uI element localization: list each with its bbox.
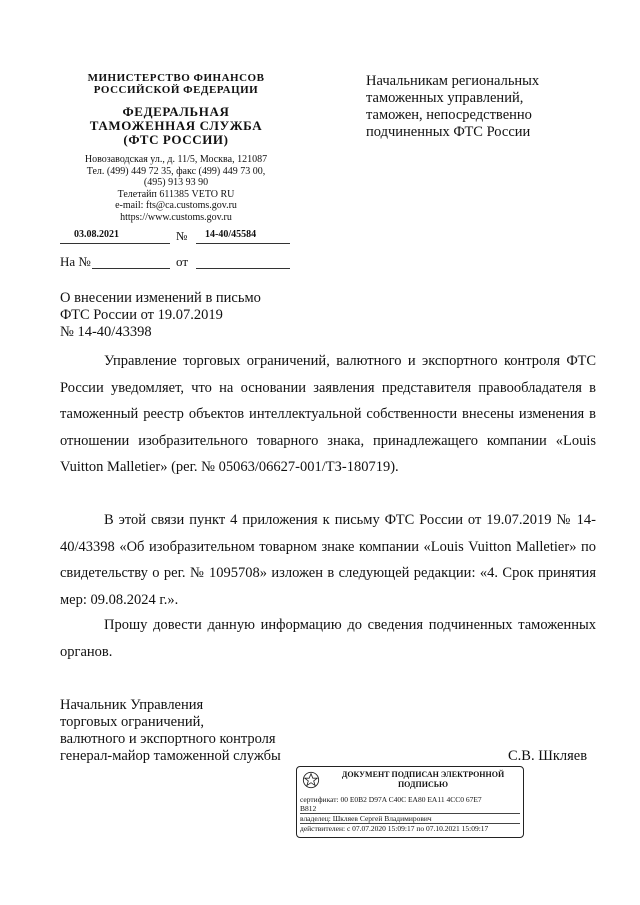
certificate-line-2: B812 xyxy=(300,804,317,813)
validity-line: действителен: с 07.07.2020 15:09:17 по 07.10.2021 15:09:17 xyxy=(300,824,489,833)
paragraph-text: Управление торговых ограничений, валютного и экспортного контроля ФТС России уведомляет, что на основании заявления представителя правообладателя в таможенный реестр объектов интеллектуальной собственности внесены изменения в отношении изобразительного товарного знака, принадлежащего компании «Louis Vuitton Malletier» (рег. № 05063/06627-001/ТЗ-180719). xyxy=(60,353,596,475)
position-line: торговых ограничений, xyxy=(60,714,204,730)
ministry-line: РОССИЙСКОЙ ФЕДЕРАЦИИ xyxy=(93,84,259,96)
owner-line: владелец: Шкляев Сергей Владимирович xyxy=(300,813,520,824)
service-name xyxy=(60,105,292,147)
reply-from-underline xyxy=(196,268,290,269)
service-line: (ФТС РОССИИ) xyxy=(123,132,229,147)
body-paragraph-2 xyxy=(60,507,596,613)
letter-subject xyxy=(60,290,320,341)
email-line: e-mail: fts@ca.customs.gov.ru xyxy=(115,200,237,211)
stamp-title xyxy=(327,770,519,789)
addressee-line: таможен, непосредственно xyxy=(366,107,532,123)
stamp-details xyxy=(300,795,520,833)
position-line: валютного и экспортного контроля xyxy=(60,731,276,747)
reply-number-label: На № xyxy=(60,254,91,269)
subject-line: № 14-40/43398 xyxy=(60,324,152,340)
reply-number-underline xyxy=(92,268,170,269)
e-signature-stamp xyxy=(296,766,524,838)
phone-line-2: (495) 913 93 90 xyxy=(143,177,209,188)
emblem-icon xyxy=(302,771,320,789)
paragraph-text: Прошу довести данную информацию до сведения подчиненных таможенных органов. xyxy=(60,617,596,660)
service-line: ТАМОЖЕННАЯ СЛУЖБА xyxy=(89,118,263,133)
stamp-title-line: ДОКУМЕНТ ПОДПИСАН ЭЛЕКТРОННОЙ xyxy=(341,770,505,779)
position-line: Начальник Управления xyxy=(60,697,204,713)
addressee-line: подчиненных ФТС России xyxy=(366,124,531,140)
position-line: генерал-майор таможенной службы xyxy=(60,748,281,764)
teletype-line: Телетайп 611385 VETO RU xyxy=(117,188,235,200)
ministry-line: МИНИСТЕРСТВО ФИНАНСОВ xyxy=(87,72,265,84)
signatory-name: С.В. Шкляев xyxy=(508,748,588,764)
service-line: ФЕДЕРАЛЬНАЯ xyxy=(122,104,230,119)
subject-line: ФТС России от 19.07.2019 xyxy=(60,307,223,323)
reply-from-label: от xyxy=(176,254,189,269)
letter-date: 03.08.2021 xyxy=(74,229,119,240)
phone-line: Тел. (499) 449 72 35, факс (499) 449 73 00, xyxy=(86,165,266,177)
subject-line: О внесении изменений в письмо xyxy=(60,290,261,306)
letter-number: 14-40/45584 xyxy=(205,229,257,240)
addressee xyxy=(366,73,586,141)
body-paragraph-1 xyxy=(60,348,596,481)
paragraph-text: В этой связи пункт 4 приложения к письму ФТС России от 19.07.2019 № 14-40/43398 «Об изобразительном товарном знаке компании «Louis Vuitton Malletier» по свидетельству о рег. № 1095708» изложен в следующей редакции: «4. Срок принятия мер: 09.08.2024 г.». xyxy=(60,512,596,608)
ministry-name xyxy=(60,72,292,96)
number-sign: № xyxy=(176,229,188,243)
date-underline xyxy=(60,243,170,244)
body-paragraph-3 xyxy=(60,612,596,665)
stamp-title-line: ПОДПИСЬЮ xyxy=(397,779,449,789)
signatory-position xyxy=(60,697,320,765)
address-line: Новозаводская ул., д. 11/5, Москва, 121087 xyxy=(84,154,268,165)
certificate-line: сертификат: 00 E0B2 D97A C40C EA80 EA11 4CC0 67E7 xyxy=(300,795,482,804)
contacts-block xyxy=(60,154,292,223)
addressee-line: таможенных управлений, xyxy=(366,90,524,106)
website-line: https://www.customs.gov.ru xyxy=(120,211,232,223)
addressee-line: Начальникам региональных xyxy=(366,73,540,89)
number-underline xyxy=(196,243,290,244)
